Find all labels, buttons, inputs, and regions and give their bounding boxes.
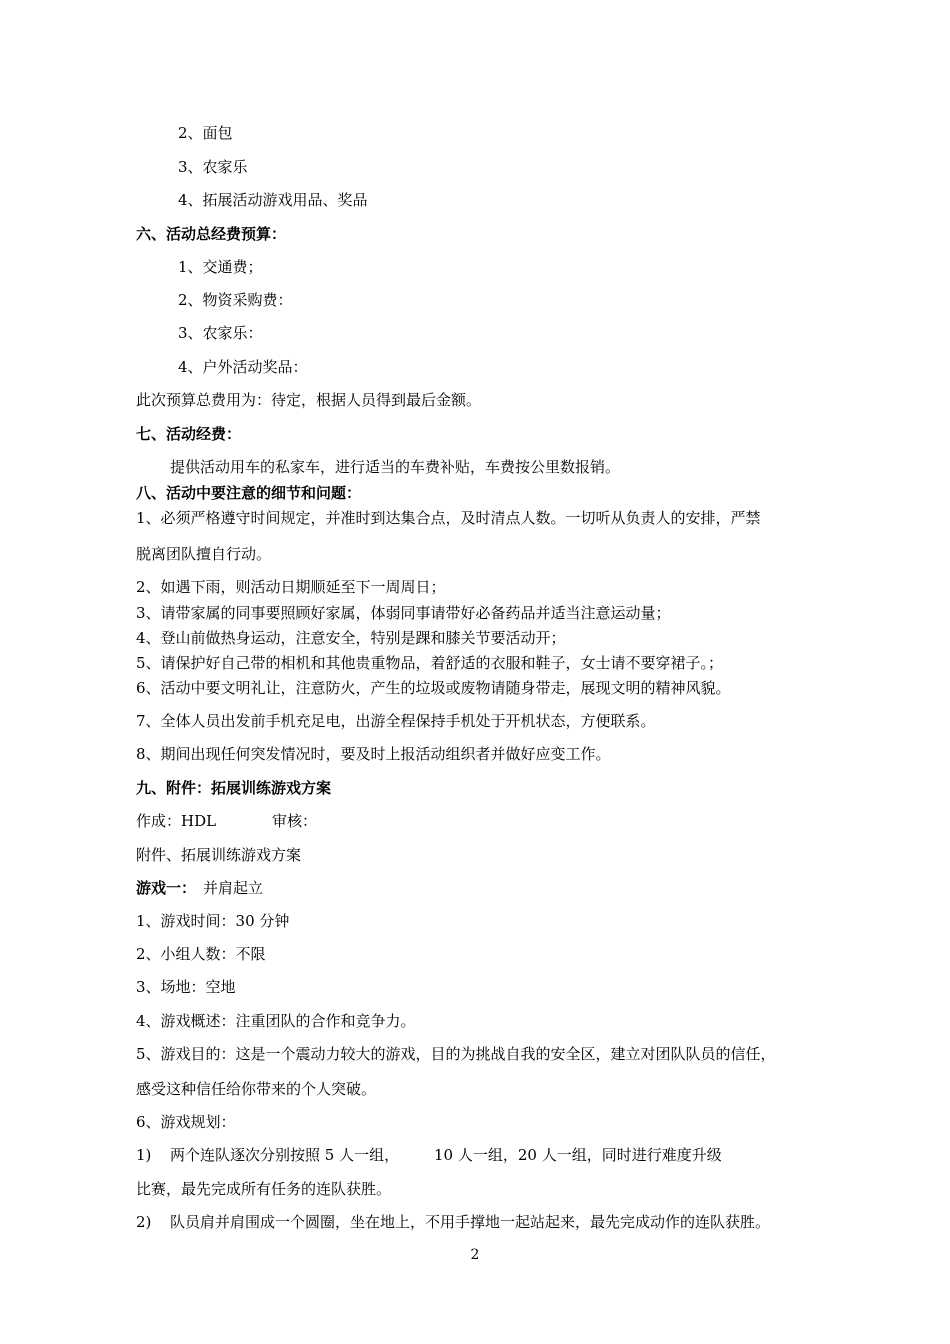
- text-line: 并肩起立: [203, 879, 264, 897]
- text-line: 1、交通费；: [178, 258, 263, 276]
- text-line: 2、物资采购费：: [178, 291, 293, 309]
- text-line: 感受这种信任给你带来的个人突破。: [136, 1080, 377, 1098]
- text-line: 八、活动中要注意的细节和问题：: [136, 484, 362, 502]
- text-line: 两个连队逐次分别按照 5 人一组，: [170, 1146, 400, 1164]
- text-line: 六、活动总经费预算：: [136, 225, 287, 243]
- text-line: 此次预算总费用为：待定，根据人员得到最后金额。: [136, 391, 482, 409]
- text-line: 提供活动用车的私家车，进行适当的车费补贴，车费按公里数报销。: [170, 458, 621, 476]
- text-line: 2、面包: [178, 124, 233, 142]
- text-line: 6、游戏规划：: [136, 1113, 236, 1131]
- text-line: 1、必须严格遵守时间规定，并准时到达集合点，及时清点人数。一切听从负责人的安排，严禁: [136, 509, 761, 527]
- text-line: 5、请保护好自己带的相机和其他贵重物品，着舒适的衣服和鞋子，女士请不要穿裙子。；: [136, 654, 724, 672]
- text-line: 4、登山前做热身运动，注意安全，特别是踝和膝关节要活动开；: [136, 629, 566, 647]
- text-line: 2、如遇下雨，则活动日期顺延至下一周周日；: [136, 578, 446, 596]
- page-number: 2: [470, 1247, 480, 1263]
- text-line: 游戏一：: [136, 879, 197, 897]
- text-line: 审核：: [272, 812, 318, 830]
- text-line: 1、游戏时间：30 分钟: [136, 912, 290, 930]
- text-line: 2、小组人数：不限: [136, 945, 266, 963]
- text-line: 3、请带家属的同事要照顾好家属，体弱同事请带好必备药品并适当注意运动量；: [136, 604, 671, 622]
- text-line: 比赛，最先完成所有任务的连队获胜。: [136, 1180, 392, 1198]
- text-line: 7、全体人员出发前手机充足电，出游全程保持手机处于开机状态，方便联系。: [136, 712, 656, 730]
- text-line: 8、期间出现任何突发情况时，要及时上报活动组织者并做好应变工作。: [136, 745, 611, 763]
- text-line: 队员肩并肩围成一个圆圈，坐在地上，不用手撑地一起站起来，最先完成动作的连队获胜。: [170, 1213, 771, 1231]
- text-line: 6、活动中要文明礼让，注意防火，产生的垃圾或废物请随身带走，展现文明的精神风貌。: [136, 679, 731, 697]
- text-line: 附件、拓展训练游戏方案: [136, 846, 302, 864]
- text-line: 4、拓展活动游戏用品、奖品: [178, 191, 368, 209]
- text-line: 1): [136, 1146, 152, 1164]
- text-line: 七、活动经费：: [136, 425, 242, 443]
- text-line: 3、农家乐：: [178, 324, 263, 342]
- text-line: 作成：HDL: [136, 812, 217, 830]
- text-line: 3、农家乐: [178, 158, 248, 176]
- text-line: 脱离团队擅自行动。: [136, 545, 272, 563]
- text-line: 九、附件：拓展训练游戏方案: [136, 779, 332, 797]
- text-line: 3、场地：空地: [136, 978, 236, 996]
- text-line: 4、户外活动奖品：: [178, 358, 308, 376]
- text-line: 5、游戏目的：这是一个震动力较大的游戏，目的为挑战自我的安全区，建立对团队队员的信任，: [136, 1045, 776, 1063]
- text-line: 2): [136, 1213, 152, 1231]
- text-line: 4、游戏概述：注重团队的合作和竞争力。: [136, 1012, 416, 1030]
- text-line: 10 人一组，20 人一组，同时进行难度升级: [434, 1146, 722, 1164]
